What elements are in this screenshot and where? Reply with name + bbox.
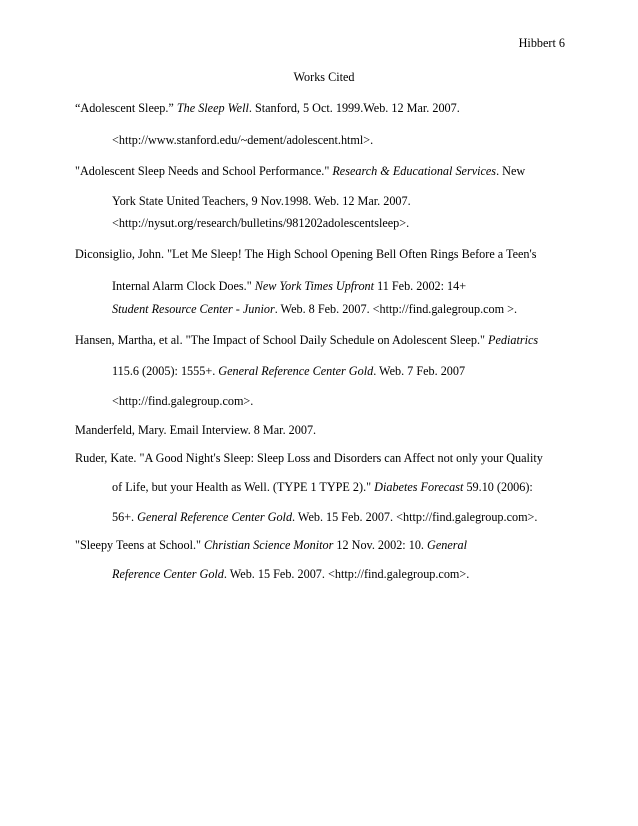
works-cited-title-text: Works Cited	[293, 70, 355, 84]
citation-line: “Adolescent Sleep.” The Sleep Well. Stanford, 5 Oct. 1999.Web. 12 Mar. 2007.	[75, 101, 460, 115]
citation-line: Internal Alarm Clock Does." New York Times Upfront 11 Feb. 2002: 14+	[112, 279, 467, 293]
citation-line: Reference Center Gold. Web. 15 Feb. 2007. <http://find.galegroup.com>.	[112, 567, 470, 581]
citation-line: Student Resource Center - Junior. Web. 8 Feb. 2007. <http://find.galegroup.com >.	[112, 302, 518, 316]
running-head: Hibbert 6	[518, 36, 565, 50]
citation-line: York State United Teachers, 9 Nov.1998. Web. 12 Mar. 2007.	[112, 194, 411, 208]
citation-line: <http://www.stanford.edu/~dement/adolescent.html>.	[112, 133, 374, 147]
citation-line: Diconsiglio, John. "Let Me Sleep! The High School Opening Bell Often Rings Before a Teen's	[75, 247, 537, 261]
citation-line: "Sleepy Teens at School." Christian Science Monitor 12 Nov. 2002: 10. General	[75, 538, 467, 552]
citation-line: 56+. General Reference Center Gold. Web. 15 Feb. 2007. <http://find.galegroup.com>.	[112, 510, 538, 524]
works-cited-title	[0, 70, 638, 85]
citation-line: <http://find.galegroup.com>.	[112, 394, 254, 408]
citation-line: Manderfeld, Mary. Email Interview. 8 Mar. 2007.	[75, 423, 317, 437]
citation-line: <http://nysut.org/research/bulletins/981202adolescentsleep>.	[112, 216, 410, 230]
citation-line: of Life, but your Health as Well. (TYPE 1 TYPE 2)." Diabetes Forecast 59.10 (2006):	[112, 480, 533, 494]
citation-line: Hansen, Martha, et al. "The Impact of School Daily Schedule on Adolescent Sleep." Pediatrics	[75, 333, 539, 347]
citation-line: Ruder, Kate. "A Good Night's Sleep: Sleep Loss and Disorders can Affect not only your Quality	[75, 451, 543, 465]
citation-line: "Adolescent Sleep Needs and School Performance." Research & Educational Services. New	[75, 164, 526, 178]
citation-line: 115.6 (2005): 1555+. General Reference Center Gold. Web. 7 Feb. 2007	[112, 364, 466, 378]
